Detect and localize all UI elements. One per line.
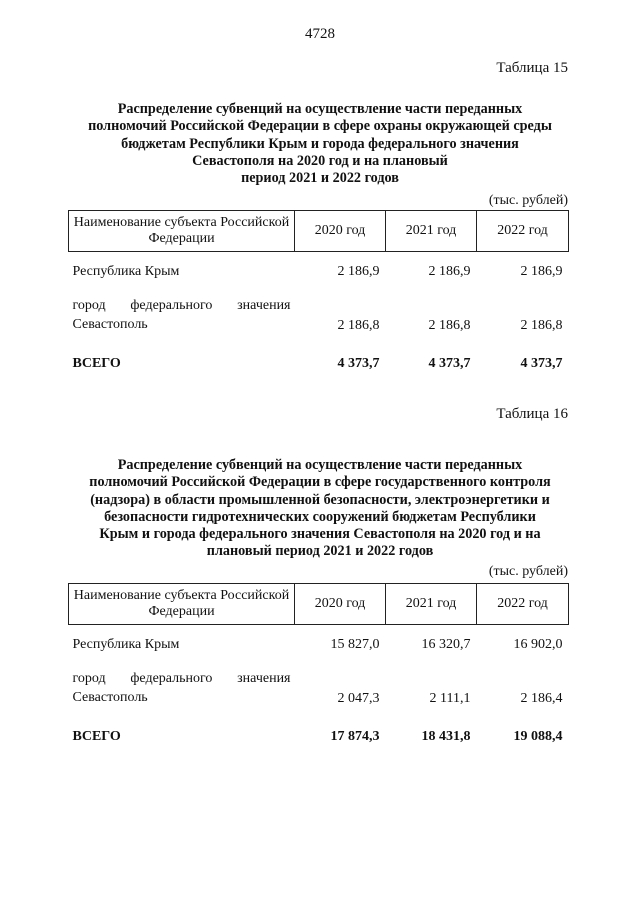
total-2020: 4 373,7 [337, 355, 380, 371]
total-2021: 4 373,7 [428, 355, 471, 371]
header-2020: 2020 год [295, 584, 386, 625]
title-line: Распределение субвенций на осуществление части переданных [117, 457, 523, 473]
row-value-2022: 2 186,8 [520, 317, 563, 333]
row-name-line2: Севастополь [72, 316, 148, 332]
row-name: Республика Крым [72, 263, 180, 279]
total-2020: 17 874,3 [330, 728, 380, 744]
title-line: полномочий Российской Федерации в сфере охраны окружающей среды [88, 118, 552, 135]
title-line: плановый период 2021 и 2022 годов [206, 543, 434, 560]
table-15 [68, 210, 569, 372]
header-2022: 2022 год [477, 211, 569, 252]
total-row [69, 334, 569, 372]
table-header-row [69, 211, 569, 252]
title-line: бюджетам Республики Крым и города федерального значения [121, 135, 519, 152]
total-2022: 4 373,7 [520, 355, 563, 371]
title-line: полномочий Российской Федерации в сфере государственного контроля [89, 474, 551, 491]
row-value-2021: 2 186,8 [428, 317, 471, 333]
table-row [69, 252, 569, 280]
table-row [69, 625, 569, 653]
row-value-2021: 2 186,9 [428, 263, 471, 279]
row-value-2020: 2 186,8 [337, 317, 380, 333]
row-name [69, 653, 295, 707]
total-row [69, 707, 569, 745]
row-name-line2: Севастополь [72, 689, 148, 705]
table-header-row [69, 584, 569, 625]
table-16-title [60, 457, 580, 561]
row-value-2022: 2 186,9 [520, 263, 563, 279]
header-name: Наименование субъекта Российской Федерации [69, 584, 295, 625]
title-line: безопасности гидротехнических сооружений бюджетам Республики [104, 508, 536, 525]
row-value-2021: 16 320,7 [421, 636, 471, 652]
total-label: ВСЕГО [72, 728, 121, 744]
header-2021: 2021 год [386, 211, 477, 252]
total-2022: 19 088,4 [513, 728, 563, 744]
row-name: Республика Крым [72, 636, 180, 652]
header-2021: 2021 год [386, 584, 477, 625]
row-name-line1: город федерального значения [72, 297, 291, 313]
total-2021: 18 431,8 [421, 728, 471, 744]
title-line: (надзора) в области промышленной безопасности, электроэнергетики и [90, 491, 550, 508]
row-value-2022: 2 186,4 [520, 690, 563, 706]
row-value-2020: 2 047,3 [337, 690, 380, 706]
table-row [69, 653, 569, 707]
table-15-title [60, 101, 580, 187]
row-name-line1: город федерального значения [72, 670, 291, 686]
row-value-2022: 16 902,0 [513, 636, 563, 652]
table-15-units: (тыс. рублей) [488, 193, 568, 208]
total-label: ВСЕГО [72, 355, 121, 371]
page-number: 4728 [305, 26, 335, 42]
row-value-2020: 15 827,0 [330, 636, 380, 652]
table-15-label: Таблица 15 [496, 60, 568, 76]
header-2022: 2022 год [477, 584, 569, 625]
table-16-label: Таблица 16 [496, 406, 568, 422]
title-line: Севастополя на 2020 год и на плановый [192, 152, 448, 169]
table-16-units: (тыс. рублей) [488, 564, 568, 579]
table-16 [68, 583, 569, 745]
header-name: Наименование субъекта Российской Федерации [69, 211, 295, 252]
table-row [69, 280, 569, 334]
title-line: период 2021 и 2022 годов [241, 170, 399, 187]
row-value-2021: 2 111,1 [429, 690, 471, 706]
row-value-2020: 2 186,9 [337, 263, 380, 279]
title-line: Распределение субвенций на осуществление части переданных [117, 101, 523, 117]
header-2020: 2020 год [295, 211, 386, 252]
title-line: Крым и города федерального значения Севастополя на 2020 год и на [99, 526, 541, 543]
row-name [69, 280, 295, 334]
